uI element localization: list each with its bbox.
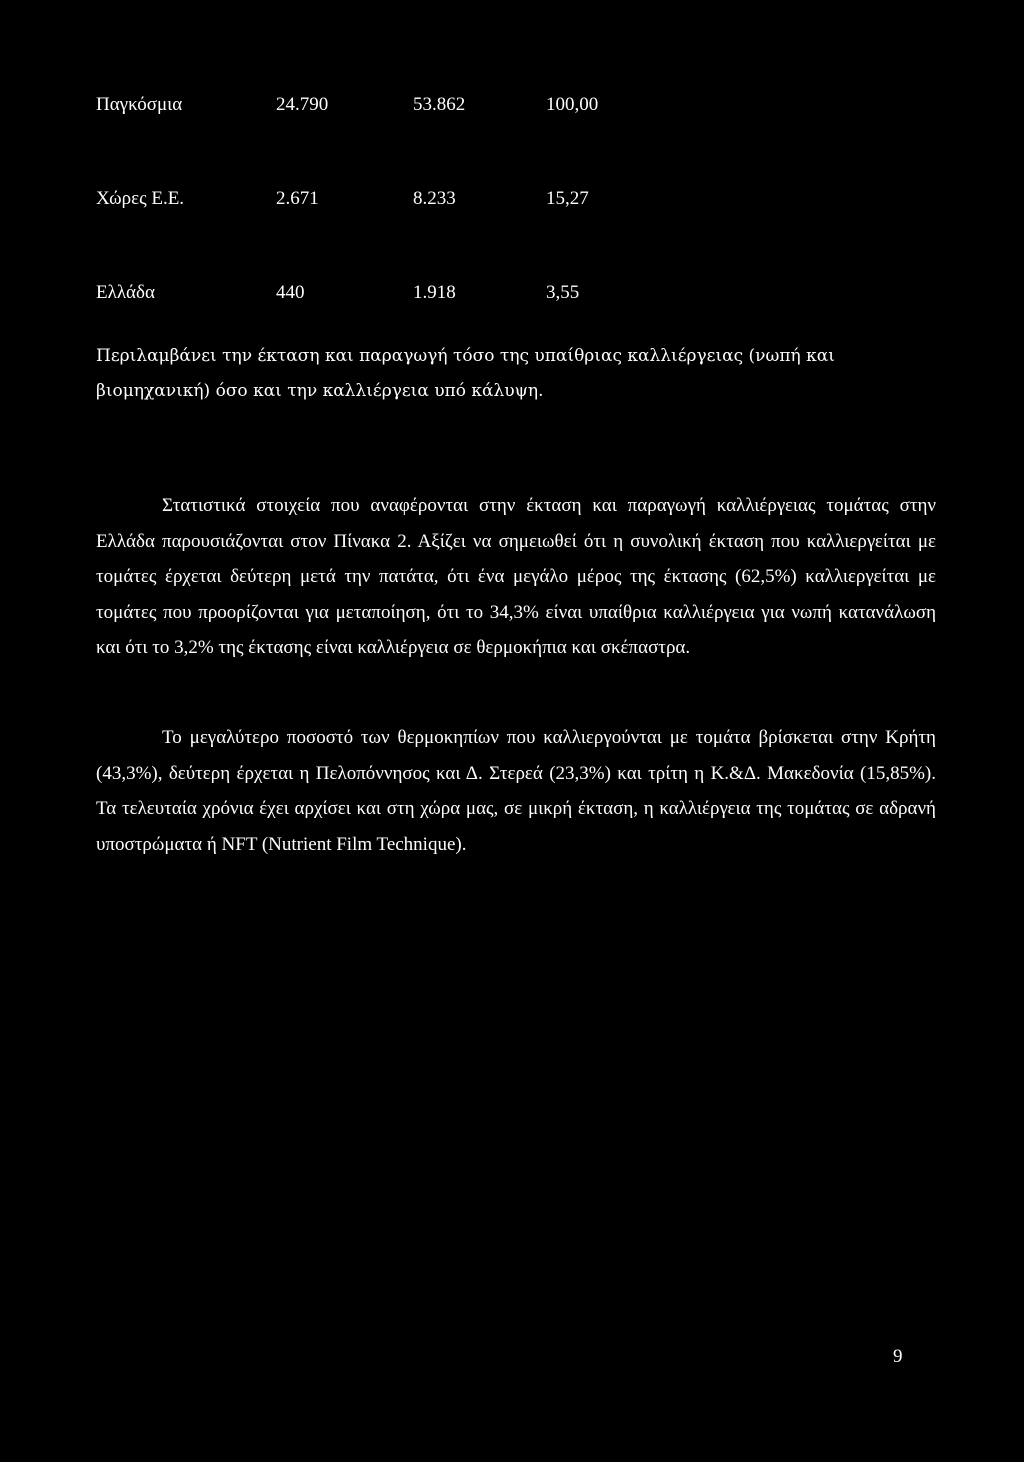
table-cell-country: Παγκόσμια xyxy=(96,94,183,115)
table-cell-share: 3,55 xyxy=(546,282,580,303)
paragraph-greenhouses: Το μεγαλύτερο ποσοστό των θερμοκηπίων που καλλιεργούνται με τομάτα βρίσκεται στην Κρήτη (43,3%), δεύτερη έρχεται η Πελοπόννησος και Δ. Στερεά (23,3%) και τρίτη η Κ.&Δ. Μακεδονία (15,85%). Τα τελευταία χρόνια έχει αρχίσει και στη χώρα μας, σε μικρή έκταση, η καλλιέργεια της τομάτας σε αδρανή υποστρώματα ή NFT (Nutrient Film Technique). xyxy=(96,727,936,855)
table-cell-area: 2.671 xyxy=(276,188,319,209)
table-cell-area: 24.790 xyxy=(276,94,329,115)
table-cell-country: Ελλάδα xyxy=(96,282,155,303)
table-cell-production: 8.233 xyxy=(413,188,456,209)
table-cell-country: Χώρες Ε.Ε. xyxy=(96,188,185,209)
table-cell-share: 100,00 xyxy=(546,94,599,115)
table-cell-share: 15,27 xyxy=(546,188,589,209)
paragraph-statistics: Στατιστικά στοιχεία που αναφέρονται στην έκταση και παραγωγή καλλιέργειας τομάτας στην Ελλάδα παρουσιάζονται στον Πίνακα 2. Αξίζει να σημειωθεί ότι η συνολική έκταση που καλλιεργείται με τομάτες έρχεται δεύτερη μετά την πατάτα, ότι ένα μεγάλο μέρος της έκτασης (62,5%) καλλιεργείται με τομάτες που προορίζονται για μεταποίηση, ότι το 34,3% είναι υπαίθρια καλλιέργεια για νωπή κατανάλωση και ότι το 3,2% της έκτασης είναι καλλιέργεια σε θερμοκήπια και σκέπαστρα. xyxy=(96,495,936,658)
table-cell-production: 53.862 xyxy=(413,94,466,115)
table-row xyxy=(0,184,1024,214)
table-cell-area: 440 xyxy=(276,282,305,303)
table-footnote: Περιλαμβάνει την έκταση και παραγωγή τόσο της υπαίθριας καλλιέργειας (νωπή και βιομηχανική) όσο και την καλλιέργεια υπό κάλυψη. xyxy=(96,346,835,401)
table-row xyxy=(0,90,1024,120)
table-row xyxy=(0,278,1024,308)
page-number: 9 xyxy=(893,1346,903,1367)
table-cell-production: 1.918 xyxy=(413,282,456,303)
